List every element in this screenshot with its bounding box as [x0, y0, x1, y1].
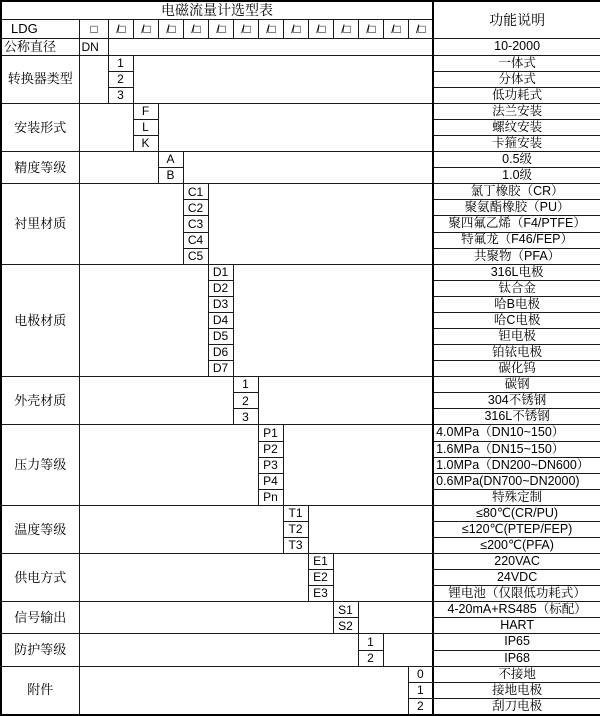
option-code-cell: 3 [233, 409, 258, 425]
model-base-code-box: □ [79, 20, 108, 39]
option-code-cell: 1 [233, 377, 258, 393]
empty-cell [308, 505, 433, 553]
empty-cell [383, 634, 433, 666]
option-code-cell: 2 [408, 698, 433, 715]
table-row [1, 264, 600, 280]
model-prefix-label: LDG [1, 20, 79, 39]
option-description-cell: 0.6MPa(DN700~DN2000) [433, 473, 600, 489]
empty-cell [333, 554, 433, 602]
table-row [1, 55, 600, 71]
option-code-cell: 2 [233, 393, 258, 409]
empty-cell [79, 103, 133, 151]
model-code-slot: /□ [158, 20, 183, 39]
empty-cell [133, 55, 433, 103]
option-code-cell: T1 [283, 505, 308, 521]
model-code-slot: /□ [183, 20, 208, 39]
option-description-cell: 钛合金 [433, 280, 600, 296]
option-description-cell: 不接地 [433, 666, 600, 682]
option-code-cell: E2 [308, 570, 333, 586]
option-code-cell: D2 [208, 280, 233, 296]
model-code-slot: /□ [358, 20, 383, 39]
empty-cell [258, 377, 433, 425]
empty-cell [79, 505, 283, 553]
empty-cell [79, 152, 158, 184]
option-code-cell: E1 [308, 554, 333, 570]
option-code-cell: P4 [258, 473, 283, 489]
category-label: 供电方式 [1, 554, 79, 602]
category-label: 外壳材质 [1, 377, 79, 425]
category-label: 信号输出 [1, 602, 79, 634]
option-code-cell: 0 [408, 666, 433, 682]
model-code-slot: /□ [233, 20, 258, 39]
option-description-cell: 刮刀电极 [433, 698, 600, 715]
option-code-cell: S1 [333, 602, 358, 618]
model-code-slot: /□ [258, 20, 283, 39]
empty-cell [79, 55, 108, 103]
model-code-slot: /□ [283, 20, 308, 39]
option-description-cell: 24VDC [433, 570, 600, 586]
option-description-cell: 法兰安装 [433, 103, 600, 119]
diameter-code: DN [79, 39, 108, 56]
function-header: 功能说明 [433, 1, 600, 39]
empty-cell [79, 602, 333, 634]
empty-cell [79, 425, 258, 505]
model-code-slot: /□ [208, 20, 233, 39]
option-code-cell: B [158, 168, 183, 184]
option-code-cell: C1 [183, 184, 208, 200]
option-code-cell: P1 [258, 425, 283, 441]
option-description-cell: ≤80℃(CR/PU) [433, 505, 600, 521]
option-code-cell: S2 [333, 618, 358, 634]
option-description-cell: 锂电池（仅限低功耗式） [433, 586, 600, 602]
table-row [1, 505, 600, 521]
option-description-cell: 1.0MPa（DN200~DN600） [433, 457, 600, 473]
option-code-cell: D7 [208, 361, 233, 377]
empty-cell [183, 152, 433, 184]
option-code-cell: D5 [208, 328, 233, 344]
category-label-diameter: 公称直径 [1, 39, 79, 56]
table-row [1, 377, 600, 393]
option-description-cell: 4-20mA+RS485（标配） [433, 602, 600, 618]
option-description-cell: 哈B电极 [433, 296, 600, 312]
option-code-cell: D3 [208, 296, 233, 312]
option-code-cell: D4 [208, 312, 233, 328]
empty-cell [79, 634, 358, 666]
option-code-cell: E3 [308, 586, 333, 602]
option-description-cell: 1.0级 [433, 168, 600, 184]
option-code-cell: F [133, 103, 158, 119]
category-label: 压力等级 [1, 425, 79, 505]
model-code-slot: /□ [108, 20, 133, 39]
option-code-cell: L [133, 119, 158, 135]
empty-cell [79, 184, 183, 264]
category-label: 精度等级 [1, 152, 79, 184]
option-code-cell: A [158, 152, 183, 168]
option-description-cell: 316L不锈钢 [433, 409, 600, 425]
empty-cell [208, 184, 433, 264]
empty-cell [283, 425, 433, 505]
option-code-cell: 2 [108, 71, 133, 87]
option-description-cell: 聚四氟乙烯（F4/PTFE） [433, 216, 600, 232]
option-code-cell: C5 [183, 248, 208, 264]
option-description-cell: 316L电极 [433, 264, 600, 280]
option-description-cell: 304不锈钢 [433, 393, 600, 409]
option-description-cell: 碳化钨 [433, 361, 600, 377]
option-description-cell: 哈C电极 [433, 312, 600, 328]
table-row [1, 184, 600, 200]
option-description-cell: 螺纹安装 [433, 119, 600, 135]
table-row [1, 666, 600, 682]
model-code-slot: /□ [333, 20, 358, 39]
empty-cell [358, 602, 433, 634]
option-code-cell: P3 [258, 457, 283, 473]
option-code-cell: T2 [283, 521, 308, 537]
option-description-cell: 1.6MPa（DN15~150） [433, 441, 600, 457]
option-description-cell: IP68 [433, 650, 600, 666]
option-description-cell: 分体式 [433, 71, 600, 87]
option-description-cell: 铂铱电极 [433, 345, 600, 361]
model-code-slot: /□ [133, 20, 158, 39]
option-code-cell: 3 [108, 87, 133, 103]
category-label: 附件 [1, 666, 79, 715]
option-description-cell: 低功耗式 [433, 87, 600, 103]
option-description-cell: ≤120℃(PTEP/FEP) [433, 521, 600, 537]
option-code-cell: C2 [183, 200, 208, 216]
option-description-cell: 卡箍安装 [433, 136, 600, 152]
category-label: 温度等级 [1, 505, 79, 553]
empty-cell [158, 103, 433, 151]
table-row [1, 425, 600, 441]
category-label: 防护等级 [1, 634, 79, 666]
category-label: 衬里材质 [1, 184, 79, 264]
option-description-cell: 0.5级 [433, 152, 600, 168]
option-description-cell: 共聚物（PFA） [433, 248, 600, 264]
option-code-cell: C3 [183, 216, 208, 232]
option-code-cell: D1 [208, 264, 233, 280]
table-row [1, 634, 600, 650]
empty-cell [79, 554, 308, 602]
option-code-cell: Pn [258, 489, 283, 505]
table-row [1, 103, 600, 119]
table-row [1, 152, 600, 168]
option-code-cell: C4 [183, 232, 208, 248]
option-code-cell: 1 [358, 634, 383, 650]
table-title: 电磁流量计选型表 [1, 1, 433, 20]
option-code-cell: D6 [208, 345, 233, 361]
empty-cell [79, 264, 208, 377]
option-code-cell: P2 [258, 441, 283, 457]
option-description-cell: 碳钢 [433, 377, 600, 393]
option-description-cell: 一体式 [433, 55, 600, 71]
category-label: 电极材质 [1, 264, 79, 377]
table-row [1, 602, 600, 618]
model-code-slot: /□ [383, 20, 408, 39]
option-description-cell: 特殊定制 [433, 489, 600, 505]
table-row [1, 554, 600, 570]
option-code-cell: 1 [108, 55, 133, 71]
category-label: 安装形式 [1, 103, 79, 151]
option-code-cell: 2 [358, 650, 383, 666]
option-code-cell: T3 [283, 538, 308, 554]
option-description-cell: HART [433, 618, 600, 634]
model-code-slot: /□ [308, 20, 333, 39]
empty-cell [233, 264, 433, 377]
option-code-cell: 1 [408, 682, 433, 698]
option-description-cell: 氯丁橡胶（CR） [433, 184, 600, 200]
option-description-cell: IP65 [433, 634, 600, 650]
option-description-cell: 特氟龙（F46/FEP） [433, 232, 600, 248]
empty-cell [79, 377, 233, 425]
diameter-range: 10-2000 [433, 39, 600, 56]
option-code-cell: K [133, 136, 158, 152]
empty-cell [79, 666, 408, 715]
option-description-cell: 220VAC [433, 554, 600, 570]
option-description-cell: 聚氨酯橡胶（PU） [433, 200, 600, 216]
empty-cell [108, 39, 433, 56]
category-label: 转换器类型 [1, 55, 79, 103]
option-description-cell: ≤200℃(PFA) [433, 538, 600, 554]
option-description-cell: 钽电极 [433, 328, 600, 344]
option-description-cell: 接地电极 [433, 682, 600, 698]
model-code-slot: /□ [408, 20, 433, 39]
option-description-cell: 4.0MPa（DN10~150） [433, 425, 600, 441]
